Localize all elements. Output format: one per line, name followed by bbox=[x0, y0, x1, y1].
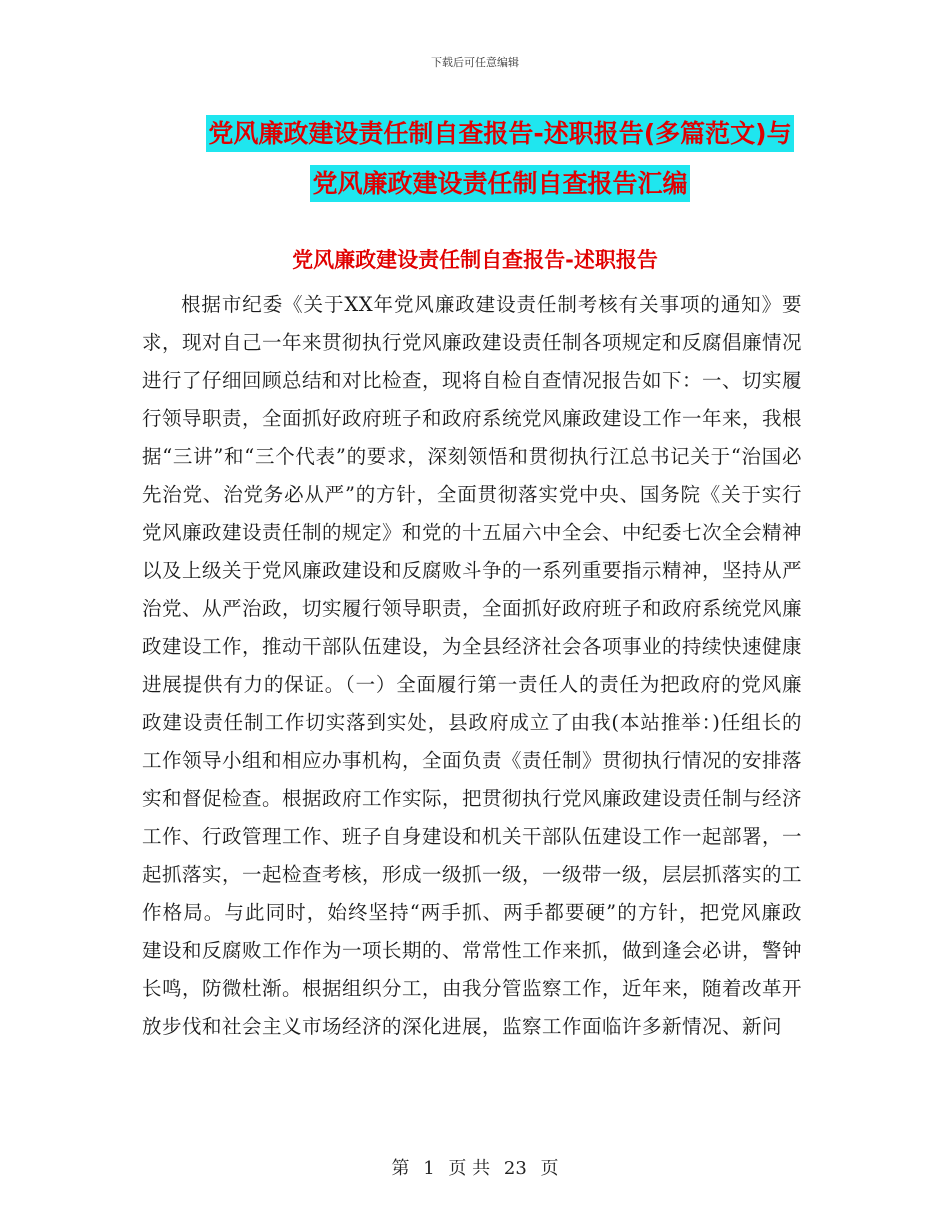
footer-middle: 页 共 bbox=[448, 1158, 491, 1179]
title-line-2: 党风廉政建设责任制自查报告汇编 bbox=[310, 165, 689, 202]
current-page-number: 1 bbox=[423, 1158, 435, 1179]
document-title bbox=[150, 109, 850, 209]
footer-suffix: 页 bbox=[540, 1158, 559, 1179]
section-title: 党风廉政建设责任制自查报告-述职报告 bbox=[292, 248, 658, 272]
footer-prefix: 第 bbox=[391, 1158, 410, 1179]
total-page-count: 23 bbox=[503, 1158, 527, 1179]
body-paragraph: 根据市纪委《关于XX年党风廉政建设责任制考核有关事项的通知》要求，现对自己一年来贯彻执行党风廉政建设责任制各项规定和反腐倡廉情况进行了仔细回顾总结和对比检查，现将自检自查情况报告如下：一、切实履行领导职责，全面抓好政府班子和政府系统党风廉政建设工作一年来，我根据“三讲”和“三个代表”的要求，深刻领悟和贯彻执行江总书记关于“治国必先治党、治党务必从严”的方针，全面贯彻落实党中央、国务院《关于实行党风廉政建设责任制的规定》和党的十五届六中全会、中纪委七次全会精神以及上级关于党风廉政建设和反腐败斗争的一系列重要指示精神，坚持从严治党、从严治政，切实履行领导职责，全面抓好政府班子和政府系统党风廉政建设工作，推动干部队伍建设，为全县经济社会各项事业的持续快速健康进展提供有力的保证。（一）全面履行第一责任人的责任为把政府的党风廉政建设责任制工作切实落到实处，县政府成立了由我(本站推举：)任组长的工作领导小组和相应办事机构，全面负责《责任制》贯彻执行情况的安排落实和督促检查。根据政府工作实际，把贯彻执行党风廉政建设责任制与经济工作、行政管理工作、班子自身建设和机关干部队伍建设工作一起部署，一起抓落实，一起检查考核，形成一级抓一级，一级带一级，层层抓落实的工作格局。与此同时，始终坚持“两手抓、两手都要硬”的方针，把党风廉政建设和反腐败工作作为一项长期的、常常性工作来抓，做到逢会必讲，警钟长鸣，防微杜渐。根据组织分工，由我分管监察工作，近年来，随着改革开放步伐和社会主义市场经济的深化进展，监察工作面临许多新情况、新问 bbox=[142, 293, 803, 1038]
title-line-1: 党风廉政建设责任制自查报告-述职报告(多篇范文)与 bbox=[206, 115, 793, 152]
page-footer bbox=[0, 1154, 950, 1180]
header-note: 下载后可任意编辑 bbox=[431, 56, 519, 69]
